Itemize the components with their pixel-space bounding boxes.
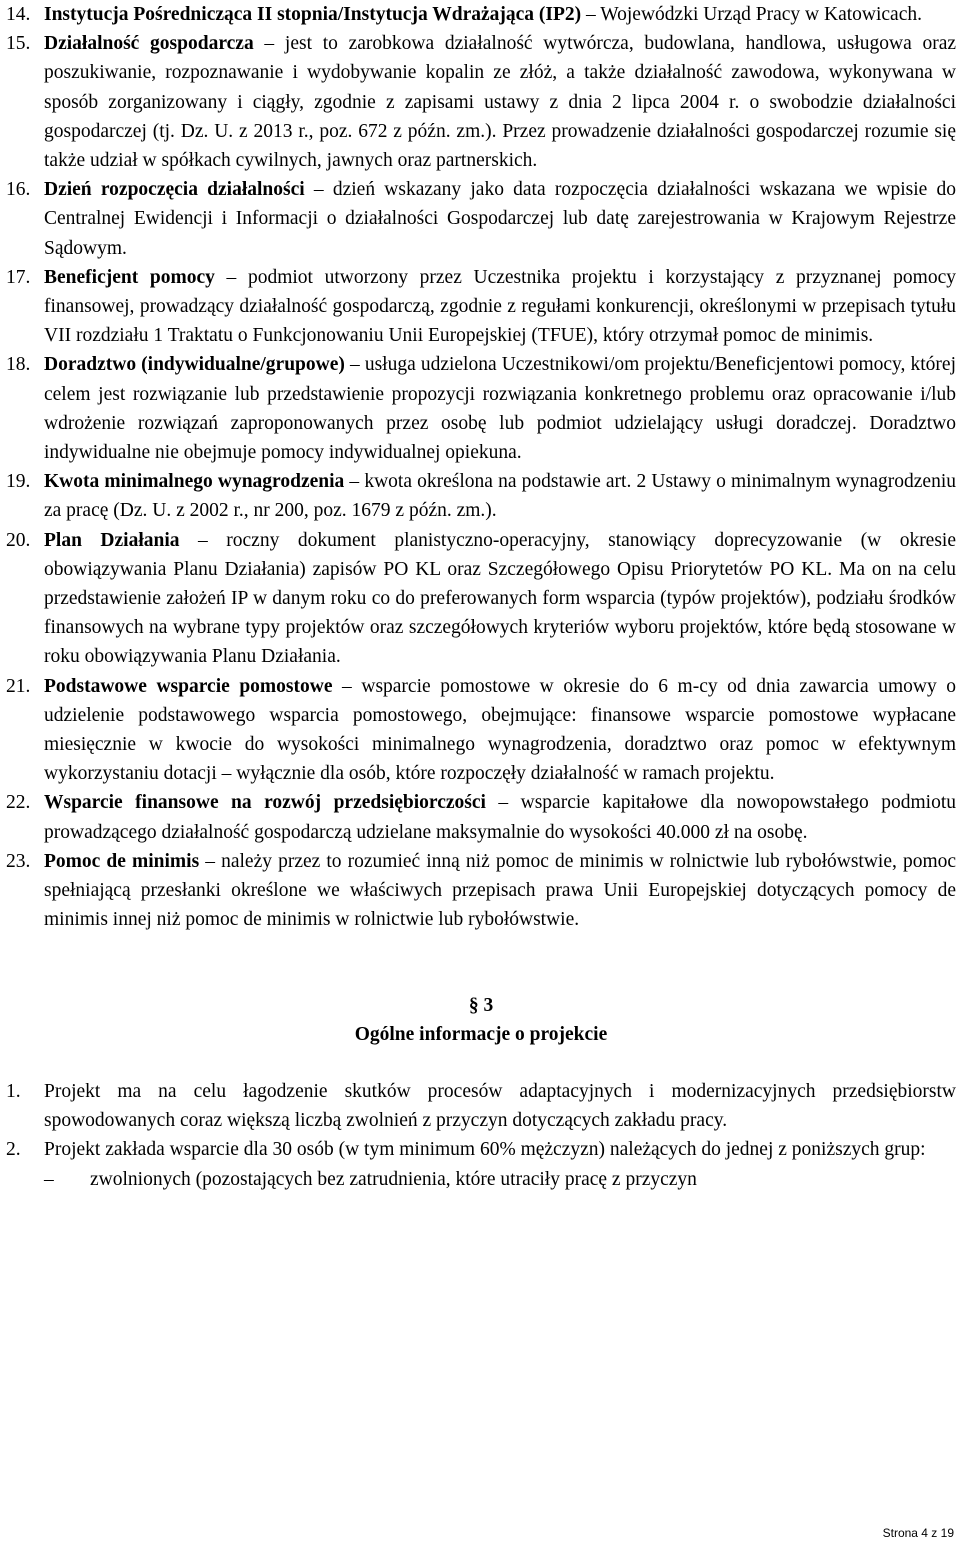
definition-term: Podstawowe wsparcie pomostowe <box>44 675 333 697</box>
definition-item <box>6 467 956 525</box>
section-number: § 3 <box>468 994 494 1016</box>
definition-text: Wojewódzki Urząd Pracy w Katowicach. <box>600 4 922 25</box>
sub-item-text: zwolnionych (pozostających bez zatrudnienia, które utraciły pracę z przyczyn <box>90 1168 697 1190</box>
definition-separator: – <box>485 792 521 814</box>
item-number: 14. <box>6 4 31 25</box>
definition-term: Działalność gospodarcza <box>44 33 254 55</box>
definition-item <box>6 847 956 935</box>
definition-separator: – <box>214 266 248 288</box>
definition-term: Plan Działania <box>44 529 180 551</box>
definition-separator: – <box>332 675 362 697</box>
definition-term: Kwota minimalnego wynagrodzenia <box>44 471 345 493</box>
section-list <box>6 1077 956 1194</box>
definition-text: dzień wskazany jako data rozpoczęcia działalności wskazana we wpisie do Centralnej Ewidencji i Informacji o działalności Gospodarczej lub datę zarejestrowania w Krajowym Rejestrze Sądowym. <box>44 179 957 259</box>
definition-item <box>6 350 956 467</box>
definition-term: Wsparcie finansowe na rozwój przedsiębiorczości <box>44 792 486 814</box>
sub-item <box>6 1165 956 1194</box>
definition-separator: – <box>344 354 365 376</box>
item-number: 23. <box>6 850 31 872</box>
section-item <box>6 1077 956 1135</box>
definition-separator: – <box>199 850 222 872</box>
item-number: 19. <box>6 471 31 493</box>
item-number: 16. <box>6 179 31 201</box>
definition-text: podmiot utworzony przez Uczestnika projektu i korzystający z przyznanej pomocy finansowej, prowadzący działalność gospodarczą, zgodnie z regułami konkurencji, określonymi w przepisach tytułu VII rozdziału 1 Traktatu o Funkcjonowaniu Unii Europejskiej (TFUE), który otrzymał pomoc de minimis. <box>44 266 957 347</box>
dash-bullet: – <box>44 1168 54 1190</box>
definition-separator: – <box>253 33 285 55</box>
definition-text: wsparcie kapitałowe dla nowopowstałego podmiotu prowadzącego działalność gospodarczą udzielane maksymalnie do wysokości 40.000 zł na osobę. <box>44 792 957 843</box>
definition-separator: – <box>304 179 333 201</box>
item-number: 1. <box>6 1080 21 1102</box>
page-number: Strona 4 z 19 <box>882 1526 954 1540</box>
definition-text: jest to zarobkowa działalność wytwórcza, budowlana, handlowa, usługowa oraz poszukiwanie, rozpoznawanie i wydobywanie kopalin ze złóż, a także działalność zawodowa, wykonywana w sposób zorganizowany i ciągły, zgodnie z zapisami ustawy z dnia 2 lipca 2004 r. o swobodzie działalności gospodarczej (tj. Dz. U. z 2013 r., poz. 672 z późn. zm.). Przez prowadzenie działalności gospodarczej rozumie się także udział w spółkach cywilnych, jawnych oraz partnerskich. <box>44 33 957 172</box>
definition-item <box>6 175 956 263</box>
definition-item <box>6 526 956 672</box>
item-number: 22. <box>6 792 31 814</box>
item-number: 20. <box>6 529 31 551</box>
item-number: 2. <box>6 1139 21 1161</box>
definition-term: Instytucja Pośrednicząca II stopnia/Instytucja Wdrażająca (IP2) <box>44 4 582 25</box>
section-title: Ogólne informacje o projekcie <box>354 1023 608 1045</box>
definition-text: usługa udzielona Uczestnikowi/om projektu/Beneficjentowi pomocy, której celem jest rozwiązanie lub przedstawienie propozycji rozwiązania konkretnego problemu oraz opracowanie i/lub wdrożenie rozwiązań zaproponowanych przez osobę lub podmiot udzielający usługi doradczej. Doradztwo indywidualne nie obejmuje pomocy indywidualnej opiekuna. <box>44 354 956 464</box>
definitions-list <box>6 0 956 935</box>
definition-term: Beneficjent pomocy <box>44 266 215 288</box>
definition-item <box>6 788 956 846</box>
definition-separator: – <box>344 471 365 493</box>
section-item-text: Projekt zakłada wsparcie dla 30 osób (w tym minimum 60% mężczyzn) należących do jednej z poniższych grup: <box>44 1139 926 1161</box>
definition-term: Doradztwo (indywidualne/grupowe) <box>44 354 345 376</box>
definition-separator: – <box>179 529 227 551</box>
section-item <box>6 1135 956 1164</box>
definition-separator: – <box>581 4 601 25</box>
page-footer <box>883 1525 954 1541</box>
item-number: 17. <box>6 266 31 288</box>
item-number: 21. <box>6 675 31 697</box>
definition-text: wsparcie pomostowe w okresie do 6 m-cy od dnia zawarcia umowy o udzielenie podstawowego wsparcia pomostowego, obejmujące: finansowe wsparcie pomostowe wypłacane miesięcznie w kwocie do wysokości minimalnego wynagrodzenia, doradztwo oraz pomoc w efektywnym wykorzystaniu dotacji – wyłącznie dla osób, które rozpoczęły działalność w ramach projektu. <box>44 675 956 785</box>
definition-text: kwota określona na podstawie art. 2 Ustawy o minimalnym wynagrodzeniu za pracę (Dz. U. z 2002 r., nr 200, poz. 1679 z późn. zm.). <box>44 471 957 522</box>
definition-text: należy przez to rozumieć inną niż pomoc de minimis w rolnictwie lub rybołówstwie, pomoc spełniającą przesłanki określone we właściwych przepisach prawa Unii Europejskiej dotyczących pomocy de minimis innej niż pomoc de minimis w rolnictwie lub rybołówstwie. <box>44 850 957 931</box>
definition-item <box>6 29 956 175</box>
section-item-text: Projekt ma na celu łagodzenie skutków procesów adaptacyjnych i modernizacyjnych przedsiębiorstw spowodowanych coraz większą liczbą zwolnień z przyczyn dotyczących zakładu pracy. <box>44 1080 956 1132</box>
item-number: 18. <box>6 354 31 376</box>
definition-item <box>6 0 956 29</box>
definition-item <box>6 263 956 351</box>
definition-text: roczny dokument planistyczno-operacyjny, stanowiący doprecyzowanie (w okresie obowiązywania Planu Działania) zapisów PO KL oraz Szczegółowego Opisu Priorytetów PO KL. Ma on na celu przedstawienie założeń IP w danym roku co do preferowanych form wsparcia (typów projektów), podziału środków finansowych na wybrane typy projektów oraz szczegółowych kryteriów wyboru projektów, które będą stosowane w roku obowiązywania Planu Działania. <box>44 529 956 668</box>
definition-term: Dzień rozpoczęcia działalności <box>44 179 305 201</box>
document-body <box>6 0 956 1194</box>
definition-item <box>6 672 956 789</box>
item-number: 15. <box>6 33 31 55</box>
definition-term: Pomoc de minimis <box>44 850 200 872</box>
